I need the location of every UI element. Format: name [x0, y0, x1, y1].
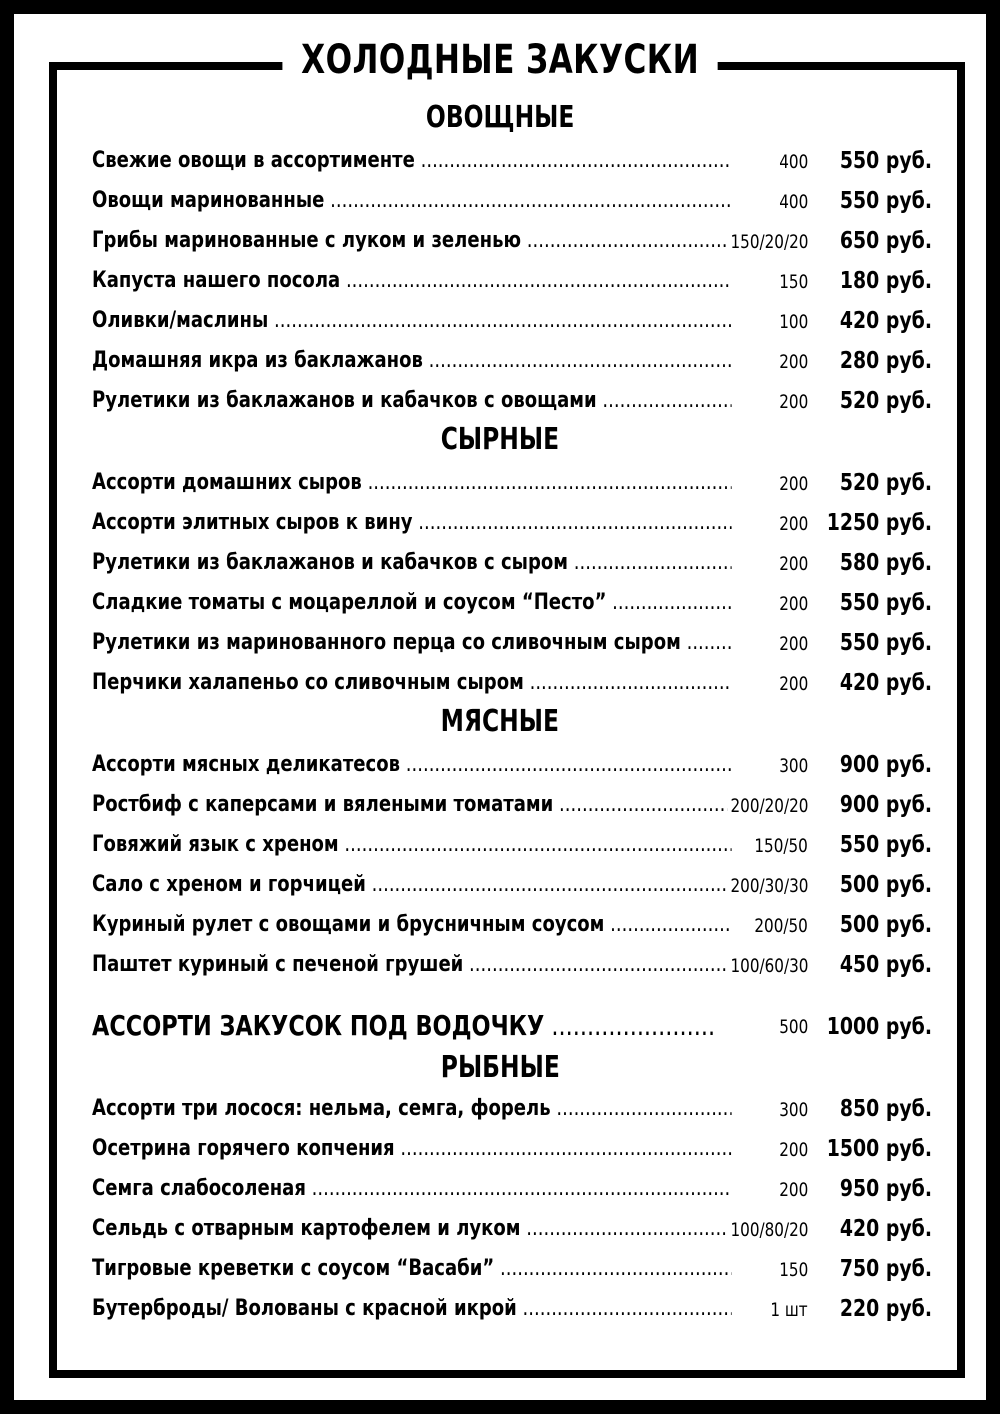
menu-item-price: 550 руб.: [839, 188, 932, 214]
menu-item-price: 450 руб.: [839, 952, 932, 978]
menu-item-row: [92, 1292, 952, 1326]
menu-item-name: Рулетики из баклажанов и кабачков с сыром .....: [92, 546, 732, 580]
menu-item-name-wrap: [92, 184, 738, 218]
section-title-text: СЫРНЫЕ: [440, 422, 560, 457]
menu-item-price: 220 руб.: [839, 1296, 932, 1322]
menu-item-name-wrap: [92, 506, 738, 540]
menu-item-weight: 400: [776, 184, 808, 220]
menu-item-name-wrap: [92, 1092, 738, 1126]
menu-item-name-wrap: [92, 144, 738, 178]
menu-item-row: [92, 224, 952, 258]
menu-item-price: 280 руб.: [839, 348, 932, 374]
menu-item-weight: 100/60/30: [727, 948, 808, 984]
menu-item-price: 1500 руб.: [826, 1136, 932, 1162]
menu-item-name: Бутерброды/ Волованы с красной икрой .....: [92, 1292, 732, 1326]
menu-item-price: 420 руб.: [839, 1216, 932, 1242]
menu-item-weight: 400: [776, 144, 808, 180]
menu-item-row: [92, 1092, 952, 1126]
menu-item-name-wrap: [92, 1252, 738, 1286]
menu-item-weight: 200: [776, 466, 808, 502]
menu-item-name: АССОРТИ ЗАКУСОК ПОД ВОДОЧКУ .....: [92, 1006, 716, 1046]
menu-item-name: Семга слабосоленая .....: [92, 1172, 732, 1206]
menu-item-weight: 200: [776, 626, 808, 662]
menu-item-weight: 150/20/20: [727, 224, 808, 260]
menu-item-name: Сало с хреном и горчицей .....: [92, 868, 732, 902]
section-title-text: ОВОЩНЫЕ: [425, 100, 575, 135]
menu-item-weight: 200/50: [751, 908, 808, 944]
menu-item-name-wrap: [92, 748, 738, 782]
menu-item-row: [92, 304, 952, 338]
menu-item-name-wrap: [92, 1292, 738, 1326]
menu-item-weight: 150: [776, 264, 808, 300]
menu-item-price: 900 руб.: [839, 792, 932, 818]
page-title: [14, 32, 986, 88]
menu-item-row: [92, 868, 952, 902]
menu-item-row: [92, 506, 952, 540]
section-title-fish: [14, 1050, 986, 1086]
menu-item-row: [92, 1212, 952, 1246]
menu-item-name: Ассорти домашних сыров .....: [92, 466, 732, 500]
menu-item-name: Капуста нашего посола .....: [92, 264, 732, 298]
page-title-text: ХОЛОДНЫЕ ЗАКУСКИ: [282, 32, 717, 88]
menu-item-row: [92, 1172, 952, 1206]
menu-item-name: Ростбиф с каперсами и вялеными томатами .....: [92, 788, 732, 822]
menu-item-name-wrap: [92, 1132, 738, 1166]
menu-item-name: Ассорти элитных сыров к вину .....: [92, 506, 732, 540]
menu-item-name-wrap: [92, 304, 738, 338]
menu-item-row: [92, 908, 952, 942]
menu-item-name: Грибы маринованные с луком и зеленью .....: [92, 224, 732, 258]
menu-item-weight: 200: [776, 384, 808, 420]
section-title-meat: [14, 704, 986, 740]
menu-item-price: 420 руб.: [839, 670, 932, 696]
menu-item-name-wrap: [92, 788, 738, 822]
menu-item-row: [92, 948, 952, 982]
menu-item-name: Паштет куриный с печеной грушей .....: [92, 948, 732, 982]
menu-item-weight: 200/30/30: [727, 868, 808, 904]
menu-item-name-wrap: [92, 908, 738, 942]
menu-item-price: 550 руб.: [839, 832, 932, 858]
menu-item-name-wrap: [92, 546, 738, 580]
menu-item-row: [92, 144, 952, 178]
menu-page: [14, 14, 986, 1400]
menu-item-name: Оливки/маслины .....: [92, 304, 732, 338]
menu-item-weight: 150/50: [751, 828, 808, 864]
menu-item-weight: 500: [776, 1006, 808, 1048]
menu-item-weight: 200: [776, 546, 808, 582]
menu-item-name-wrap: [92, 828, 738, 862]
menu-item-row: [92, 828, 952, 862]
menu-item-price: 950 руб.: [839, 1176, 932, 1202]
menu-item-price: 420 руб.: [839, 308, 932, 334]
section-title-cheese: [14, 422, 986, 458]
section-title-text: РЫБНЫЕ: [440, 1050, 560, 1085]
menu-item-name-wrap: [92, 666, 738, 700]
menu-item-name: Сельдь с отварным картофелем и луком .....: [92, 1212, 732, 1246]
menu-item-name-wrap: [92, 264, 738, 298]
menu-item-price: 850 руб.: [839, 1096, 932, 1122]
menu-item-row: [92, 344, 952, 378]
menu-item-price: 1250 руб.: [826, 510, 932, 536]
menu-item-row: [92, 546, 952, 580]
menu-item-row: [92, 184, 952, 218]
menu-item-weight: 1 шт: [768, 1292, 808, 1328]
menu-item-weight: 100/80/20: [727, 1212, 808, 1248]
menu-item-row: [92, 1252, 952, 1286]
menu-item-name-wrap: [92, 1212, 738, 1246]
menu-item-name: Куриный рулет с овощами и брусничным соусом .....: [92, 908, 732, 942]
menu-item-row: [92, 1006, 952, 1048]
menu-item-price: 180 руб.: [839, 268, 932, 294]
menu-item-price: 550 руб.: [839, 148, 932, 174]
menu-item-price: 500 руб.: [839, 872, 932, 898]
menu-item-price: 580 руб.: [839, 550, 932, 576]
menu-item-name-wrap: [92, 586, 738, 620]
menu-item-weight: 200: [776, 1172, 808, 1208]
menu-item-weight: 300: [776, 748, 808, 784]
menu-item-row: [92, 788, 952, 822]
menu-item-name-wrap: [92, 344, 738, 378]
menu-item-weight: 200: [776, 1132, 808, 1168]
menu-item-name: Тигровые креветки с соусом “Васаби” .....: [92, 1252, 732, 1286]
menu-item-name-wrap: [92, 1006, 738, 1048]
menu-item-price: 520 руб.: [839, 470, 932, 496]
menu-item-weight: 200: [776, 666, 808, 702]
menu-item-weight: 300: [776, 1092, 808, 1128]
menu-item-name-wrap: [92, 224, 738, 258]
menu-item-name: Рулетики из маринованного перца со сливочным сыром .....: [92, 626, 732, 660]
menu-item-name: Ассорти три лосося: нельма, семга, форель .....: [92, 1092, 732, 1126]
menu-item-row: [92, 626, 952, 660]
menu-item-name-wrap: [92, 948, 738, 982]
menu-item-name: Сладкие томаты с моцареллой и соусом “Песто” .....: [92, 586, 732, 620]
menu-item-weight: 200/20/20: [727, 788, 808, 824]
menu-item-weight: 200: [776, 506, 808, 542]
menu-item-name: Овощи маринованные .....: [92, 184, 732, 218]
menu-item-name: Свежие овощи в ассортименте .....: [92, 144, 732, 178]
menu-item-name-wrap: [92, 384, 738, 418]
menu-item-weight: 100: [776, 304, 808, 340]
menu-item-row: [92, 666, 952, 700]
menu-item-row: [92, 586, 952, 620]
menu-item-name-wrap: [92, 1172, 738, 1206]
menu-item-name: Домашняя икра из баклажанов .....: [92, 344, 732, 378]
menu-item-price: 550 руб.: [839, 630, 932, 656]
menu-item-weight: 200: [776, 586, 808, 622]
menu-item-row: [92, 264, 952, 298]
menu-item-price: 650 руб.: [839, 228, 932, 254]
menu-item-name: Осетрина горячего копчения .....: [92, 1132, 732, 1166]
section-title-text: МЯСНЫЕ: [440, 704, 560, 739]
menu-item-name: Рулетики из баклажанов и кабачков с овощами .....: [92, 384, 732, 418]
menu-item-row: [92, 1132, 952, 1166]
menu-item-name: Говяжий язык с хреном .....: [92, 828, 732, 862]
menu-item-name: Перчики халапеньо со сливочным сыром .....: [92, 666, 732, 700]
menu-item-weight: 150: [776, 1252, 808, 1288]
menu-item-price: 500 руб.: [839, 912, 932, 938]
menu-item-name-wrap: [92, 868, 738, 902]
menu-item-name-wrap: [92, 466, 738, 500]
menu-item-price: 520 руб.: [839, 388, 932, 414]
menu-item-price: 1000 руб.: [826, 1014, 932, 1040]
menu-item-price: 900 руб.: [839, 752, 932, 778]
menu-item-weight: 200: [776, 344, 808, 380]
menu-item-price: 550 руб.: [839, 590, 932, 616]
menu-item-row: [92, 748, 952, 782]
menu-item-row: [92, 384, 952, 418]
menu-item-name-wrap: [92, 626, 738, 660]
menu-item-name: Ассорти мясных деликатесов .....: [92, 748, 732, 782]
menu-item-price: 750 руб.: [839, 1256, 932, 1282]
section-title-vegetable: [14, 100, 986, 136]
menu-item-row: [92, 466, 952, 500]
